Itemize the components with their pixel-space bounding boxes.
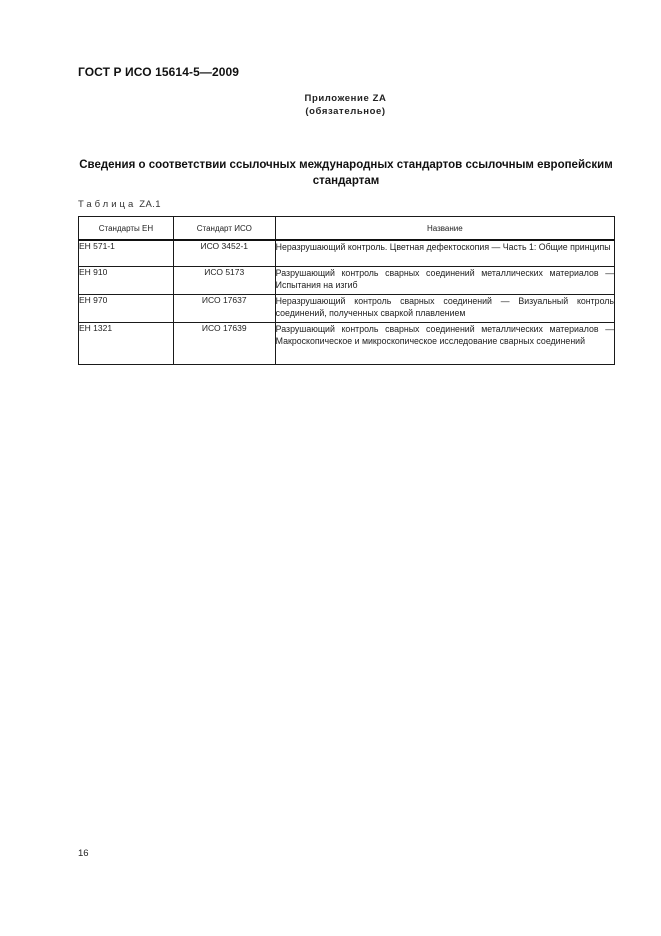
cell-iso-standard: ИСО 3452-1 <box>173 240 275 266</box>
standards-correspondence-table <box>78 216 615 365</box>
annex-status: (обязательное) <box>305 106 386 117</box>
cell-title: Неразрушающий контроль сварных соединений — Визуальный контроль соединений, полученных сваркой плавлением <box>275 294 614 322</box>
table-caption-word: Таблица <box>78 199 137 210</box>
cell-en-standard: ЕН 1321 <box>79 322 174 364</box>
annex-title: Приложение ZA <box>304 93 387 104</box>
table-row <box>79 294 615 322</box>
table-row <box>79 322 615 364</box>
document-standard-id: ГОСТ Р ИСО 15614-5—2009 <box>78 65 240 79</box>
cell-title: Неразрушающий контроль. Цветная дефектоскопия — Часть 1: Общие принципы <box>275 240 614 266</box>
column-header-en: Стандарты ЕН <box>79 217 174 241</box>
cell-iso-standard: ИСО 17639 <box>173 322 275 364</box>
cell-iso-standard: ИСО 17637 <box>173 294 275 322</box>
column-header-iso: Стандарт ИСО <box>173 217 275 241</box>
cell-en-standard: ЕН 910 <box>79 266 174 294</box>
section-title-line-2: стандартам <box>312 175 380 187</box>
cell-en-standard: ЕН 571-1 <box>79 240 174 266</box>
section-title-line-1: Сведения о соответствии ссылочных международных стандартов ссылочным европейским <box>79 159 613 171</box>
cell-iso-standard: ИСО 5173 <box>173 266 275 294</box>
cell-title: Разрушающий контроль сварных соединений металлических материалов — Испытания на изгиб <box>275 266 614 294</box>
table-row <box>79 240 615 266</box>
cell-en-standard: ЕН 970 <box>79 294 174 322</box>
cell-title: Разрушающий контроль сварных соединений металлических материалов — Макроскопическое и микроскопическое исследование сварных соединений <box>275 322 614 364</box>
table-row <box>79 266 615 294</box>
table-caption-number: ZA.1 <box>139 199 161 210</box>
column-header-name: Название <box>275 217 614 241</box>
section-title <box>78 157 614 189</box>
page-number: 16 <box>78 848 89 859</box>
table-caption <box>78 199 161 210</box>
table-header-row <box>79 217 615 241</box>
annex-heading <box>0 92 661 118</box>
